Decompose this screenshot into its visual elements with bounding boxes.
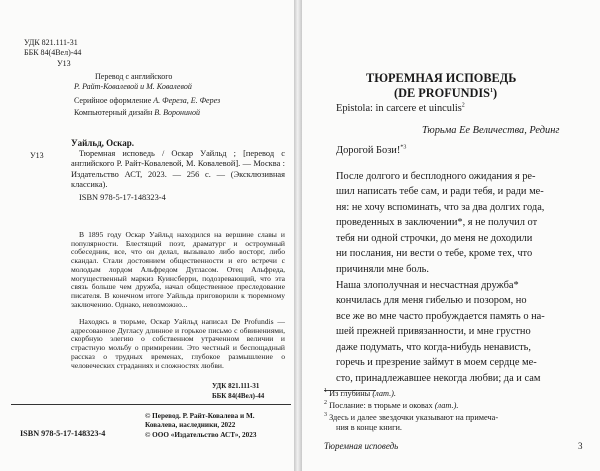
- author-code: У13: [57, 59, 71, 68]
- bibliographic-record: Тюремная исповедь / Оскар Уайльд ; [перевод с английского Р. Райт-Ковалевой, М. Ковалевой]. — Москва : Издательство АСТ, 2023. — 256 с. — (Эксклюзивная классика). ISBN 978-5-17-148323-4: [71, 149, 285, 203]
- place-line: Тюрьма Ее Величества, Рединг: [422, 125, 560, 136]
- running-footer: Тюремная исповедь: [324, 441, 399, 451]
- annotation-2: Находясь в тюрьме, Оскар Уайльд написал De Profundis — адресованное Дугласу длинное и горькое письмо с обвинениями, скорбную элегию о собственном утраченном величии и страстную мольбу о примирении. Это честный и беспощадный рассказ о трудных временах, глубокое размышление о человеческих страданиях и сложностях любви.: [71, 317, 285, 370]
- catalog-author: Уайльд, Оскар.: [71, 138, 134, 148]
- series-design: Серийное оформление А. Фереза, Е. Ферез: [74, 96, 221, 105]
- annotation: В 1895 году Оскар Уайльд находился на вершине славы и популярности. Блестящий поэт, драматург и остроумный собеседник, все, что он делал, вызывало либо восторг, либо скандал. Стали достоянием общественности и его встречи с молодым лордом Альфредом Дугласом. Отец Альфреда, могущественный маркиз Куинсберри, подозревающий, что эта связь больше чем дружба, начал общественное преследование писателя. В конечном итоге Уайльда приговорили к тюремному заключению. Однако, невозможно...: [71, 231, 285, 309]
- udk-code: УДК 821.111-31: [24, 38, 78, 47]
- translators: Р. Райт-Ковалевой и М. Ковалевой: [74, 82, 192, 91]
- left-page: [0, 0, 294, 471]
- copyright-translation: © Перевод. Р. Райт-Ковалева и М. Ковалева, наследники, 2022: [145, 412, 255, 429]
- translation-line: Перевод с английского: [95, 72, 173, 81]
- right-page: ТЮРЕМНАЯ ИСПОВЕДЬ (DE PROFUNDIS$^1$) Epistola: in carcere et uinculis$^2$ Тюрьма Ее Величества, Рединг Дорогой Бози!$^{*3}$ После долгого и бесплодного ожидания я ре- шил написать тебе сам, и ради тебя, и ради ме- ня: не хочу вспоминать, что за два долгих года, проведенных в заключении*, я не получил от тебя ни одной строчки, до меня не доходили ни послания, ни вести о тебе, кроме тех, что причиняли мне боль. Наша злополучная и несчастная дружба* кончилась для меня гибелью и позором, но все же во мне часто пробуждается память о на- шей прежней привязанности, и мне грустно даже подумать, что когда-нибудь ненависть, горечь и презрение займут в моем сердце ме- сто, принадлежавшее некогда любви; да и сам $^1$ Из глубины (лат.). $^2$ Послание: в тюрьме и оковах (лат.). $^3$ Здесь и далее звездочки указывают на примеча- ния в конце книги. Тюремная исповедь 3: [302, 0, 600, 471]
- salutation: Дорогой Бози!$^{*3}$: [336, 144, 407, 156]
- isbn: ISBN 978-5-17-148323-4: [20, 429, 106, 438]
- divider: [11, 404, 291, 405]
- copyright-publisher: © ООО «Издательство АСТ», 2023: [145, 431, 257, 439]
- computer-design: Компьютерный дизайн В. Ворониной: [74, 108, 200, 117]
- chapter-title: ТЮРЕМНАЯ ИСПОВЕДЬ: [366, 71, 517, 85]
- bbk-code: ББК 84(4Вел)-44: [24, 48, 82, 57]
- bbk-code-2: ББК 84(4Вел)-44: [212, 392, 265, 400]
- epistola-line: Epistola: in carcere et uinculis$^2$: [336, 102, 465, 114]
- book-gutter: [294, 0, 302, 471]
- catalog-code: У13: [30, 151, 44, 160]
- page-number: 3: [578, 441, 583, 451]
- udk-code-2: УДК 821.111-31: [212, 382, 260, 390]
- chapter-subtitle: (DE PROFUNDIS$^1$): [394, 86, 498, 100]
